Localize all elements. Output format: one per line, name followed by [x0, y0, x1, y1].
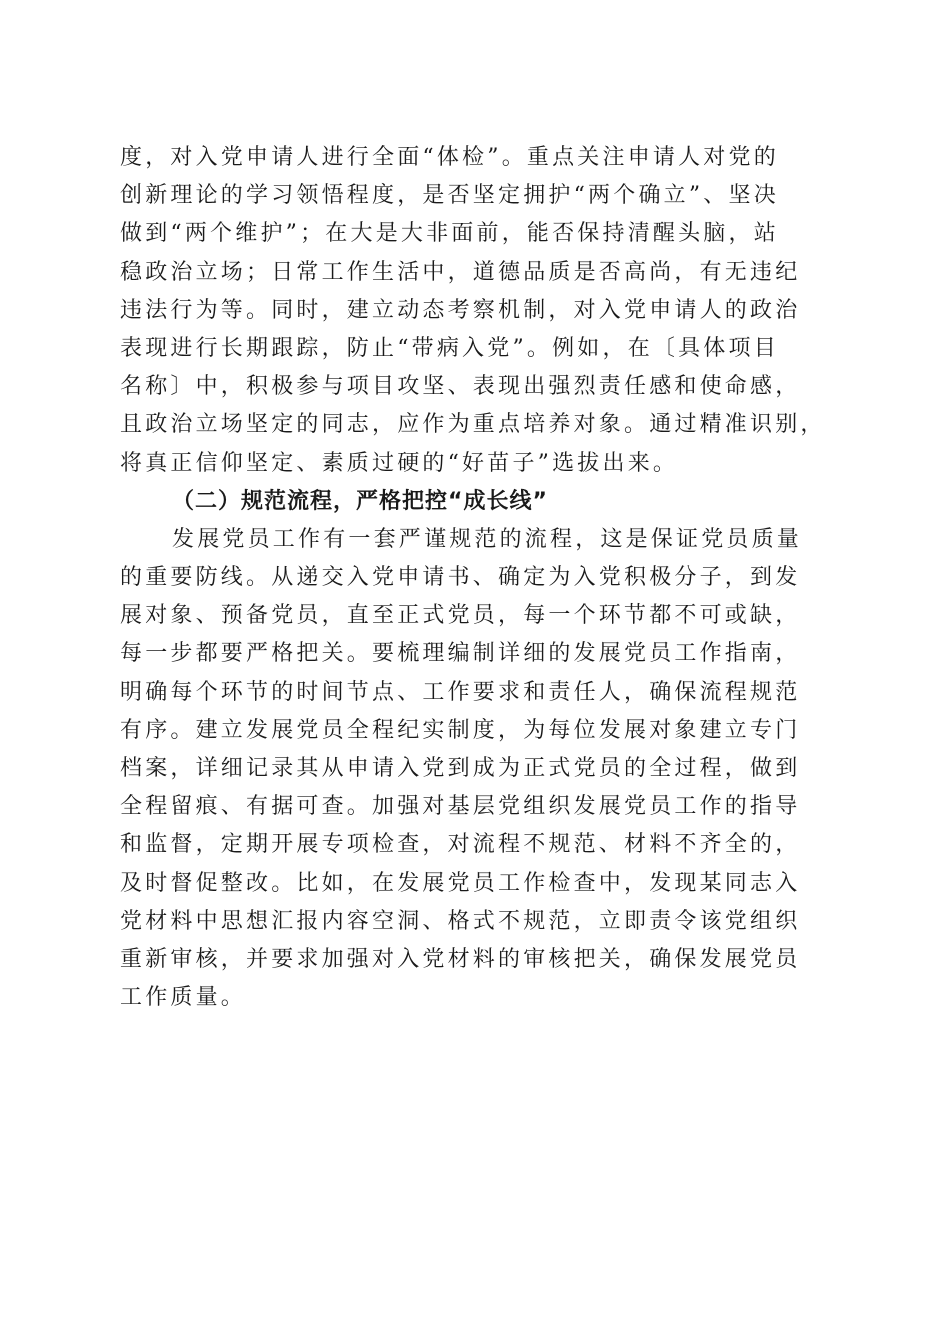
paragraph1-line: 稳政治立场；日常工作生活中，道德品质是否高尚，有无违纪: [120, 259, 801, 285]
document-body: [120, 139, 832, 1017]
paragraph1-line: 度，对入党申请人进行全面“体检”。重点关注申请人对党的: [120, 145, 779, 170]
paragraph2-line: 展对象、预备党员，直至正式党员，每一个环节都不可或缺，: [120, 603, 801, 629]
paragraph1-line: 违法行为等。同时，建立动态考察机制，对入党申请人的政治: [120, 297, 801, 323]
paragraph2-line: 重新审核，并要求加强对入党材料的审核把关，确保发展党员: [120, 946, 801, 972]
paragraph1-line: 表现进行长期跟踪，防止“带病入党”。例如，在〔具体项目: [120, 335, 779, 361]
paragraph2-line: 党材料中思想汇报内容空洞、格式不规范，立即责令该党组织: [120, 908, 801, 934]
paragraph1-line: 名称〕中，积极参与项目攻坚、表现出强烈责任感和使命感，: [120, 374, 801, 400]
paragraph2-line: 档案，详细记录其从申请入党到成为正式党员的全过程，做到: [120, 756, 801, 781]
paragraph2-line: 和监督，定期开展专项检查，对流程不规范、材料不齐全的，: [120, 832, 801, 858]
paragraph2-line: 工作质量。: [120, 985, 247, 1011]
paragraph2-line: 有序。建立发展党员全程纪实制度，为每位发展对象建立专门: [120, 717, 801, 743]
paragraph1-line: 将真正信仰坚定、素质过硬的“好苗子”选拔出来。: [120, 450, 679, 476]
section-heading: （二）规范流程，严格把控“成长线”: [172, 488, 548, 514]
paragraph2-line: 全程留痕、有据可查。加强对基层党组织发展党员工作的指导: [120, 794, 801, 820]
paragraph2-line: 的重要防线。从递交入党申请书、确定为入党积极分子，到发: [120, 565, 801, 591]
paragraph1-line: 做到“两个维护”；在大是大非面前，能否保持清醒头脑，站: [120, 221, 779, 247]
paragraph2-line: 每一步都要严格把关。要梳理编制详细的发展党员工作指南，: [120, 641, 801, 667]
paragraph2-line: 发展党员工作有一套严谨规范的流程，这是保证党员质量: [172, 526, 803, 552]
paragraph2-line: 明确每个环节的时间节点、工作要求和责任人，确保流程规范: [120, 679, 801, 705]
paragraph1-line: 创新理论的学习领悟程度，是否坚定拥护“两个确立”、坚决: [120, 183, 779, 209]
paragraph1-line: 且政治立场坚定的同志，应作为重点培养对象。通过精准识别，: [120, 412, 826, 438]
paragraph2-line: 及时督促整改。比如，在发展党员工作检查中，发现某同志入: [120, 870, 801, 896]
